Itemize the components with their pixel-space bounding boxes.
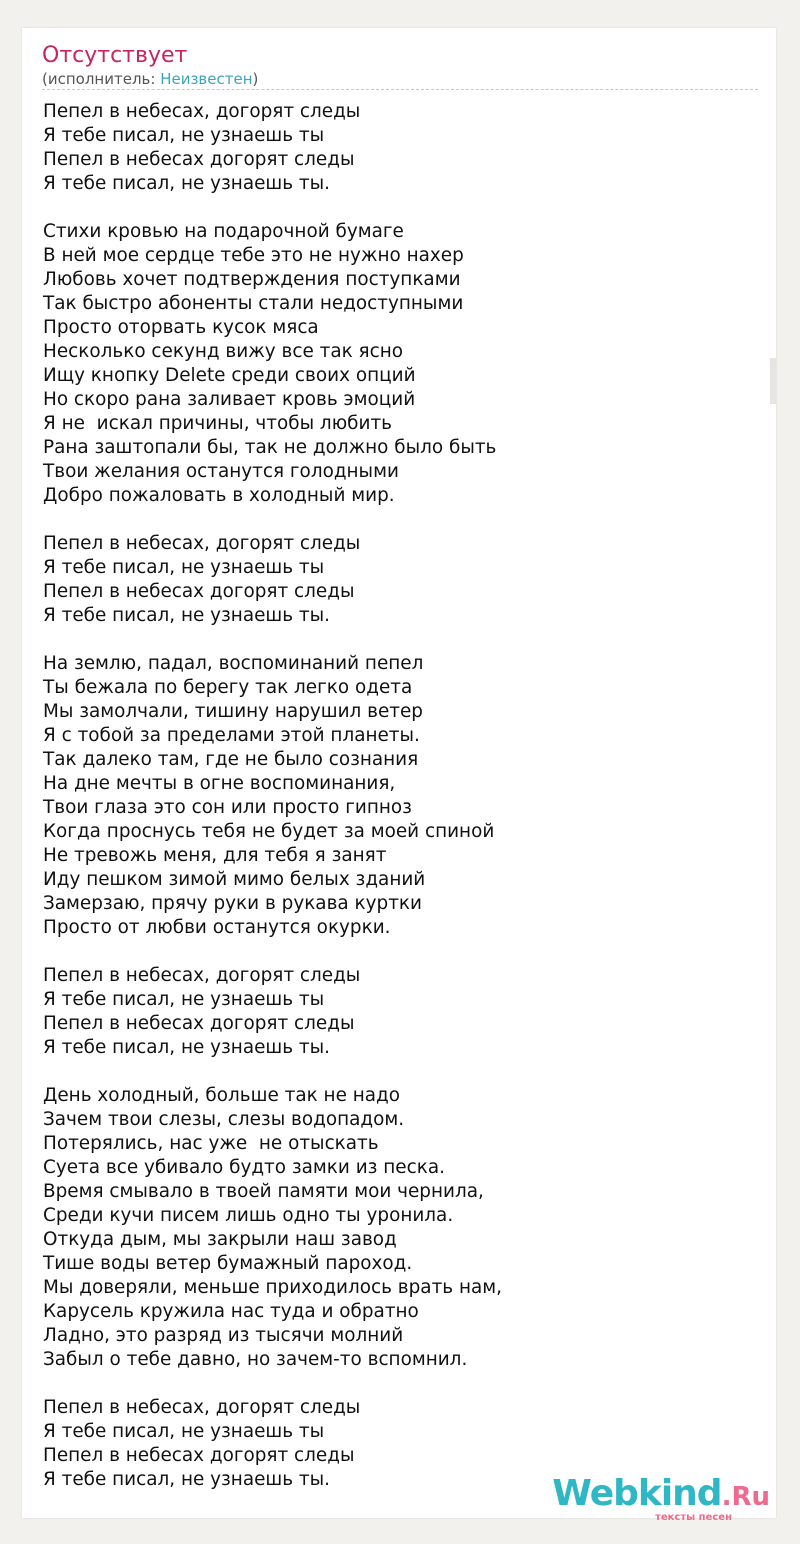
lyrics-line: Замерзаю, прячу руки в рукава куртки (43, 893, 422, 914)
lyrics-line: Карусель кружила нас туда и обратно (43, 1301, 419, 1322)
artist-prefix: (исполнитель: (42, 70, 161, 88)
lyrics-line: Пепел в небесах, догорят следы (43, 101, 361, 122)
lyrics-line: Пепел в небесах, догорят следы (43, 1397, 361, 1418)
lyrics-line: Ищу кнопку Delete среди своих опций (43, 365, 416, 386)
title-divider (42, 89, 758, 90)
logo-wordmark (552, 1473, 770, 1515)
lyrics-line: Пепел в небесах догорят следы (43, 581, 355, 602)
lyrics-line: Ладно, это разряд из тысячи молний (43, 1325, 404, 1346)
lyrics-line: Мы доверяли, меньше приходилось врать нам, (43, 1277, 502, 1298)
lyrics-blank-line (43, 508, 502, 532)
lyrics-line: Ты бежала по берегу так легко одета (43, 677, 413, 698)
lyrics-line: Добро пожаловать в холодный мир. (43, 485, 395, 506)
lyrics-line: Не тревожь меня, для тебя я занят (43, 845, 387, 866)
lyrics-line: Я с тобой за пределами этой планеты. (43, 725, 420, 746)
artist-suffix: ) (252, 70, 259, 88)
lyrics-line: Откуда дым, мы закрыли наш завод (43, 1229, 397, 1250)
lyrics-line: Рана заштопали бы, так не должно было быть (43, 437, 497, 458)
lyrics-line: Просто от любви останутся окурки. (43, 917, 391, 938)
lyrics-line: Любовь хочет подтверждения поступками (43, 269, 461, 290)
lyrics-line: Твои желания останутся голодными (43, 461, 399, 482)
lyrics-blank-line (43, 1060, 502, 1084)
lyrics-blank-line (43, 196, 502, 220)
lyrics-line: Пепел в небесах догорят следы (43, 1013, 355, 1034)
lyrics-line: На землю, падал, воспоминаний пепел (43, 653, 424, 674)
lyrics-line: Я тебе писал, не узнаешь ты. (43, 1037, 331, 1058)
lyrics-line: Я не искал причины, чтобы любить (43, 413, 393, 434)
song-title: Отсутствует (42, 43, 188, 68)
lyrics-line: Я тебе писал, не узнаешь ты (43, 557, 325, 578)
lyrics-blank-line (43, 628, 502, 652)
lyrics-line: Так быстро абоненты стали недоступными (43, 293, 464, 314)
lyrics-line: Пепел в небесах догорят следы (43, 149, 355, 170)
lyrics-line: Суета все убивало будто замки из песка. (43, 1157, 445, 1178)
lyrics-line: Стихи кровью на подарочной бумаге (43, 221, 404, 242)
lyrics-line: Потерялись, нас уже не отыскать (43, 1133, 379, 1154)
lyrics-line: Я тебе писал, не узнаешь ты (43, 1421, 325, 1442)
lyrics-line: Тише воды ветер бумажный пароход. (43, 1253, 413, 1274)
lyrics-line: Я тебе писал, не узнаешь ты. (43, 173, 331, 194)
lyrics-line: Так далеко там, где не было сознания (43, 749, 419, 770)
lyrics-line: Твои глаза это сон или просто гипноз (43, 797, 412, 818)
artist-line (42, 70, 258, 88)
lyrics-line: На дне мечты в огне воспоминания, (43, 773, 396, 794)
lyrics-line: День холодный, больше так не надо (43, 1085, 400, 1106)
lyrics-line: Иду пешком зимой мимо белых зданий (43, 869, 426, 890)
lyrics-line: В ней мое сердце тебе это не нужно нахер (43, 245, 464, 266)
lyrics-line: Забыл о тебе давно, но зачем-то вспомнил. (43, 1349, 468, 1370)
lyrics-line: Несколько секунд вижу все так ясно (43, 341, 404, 362)
logo-tagline: тексты песен (655, 1512, 732, 1523)
lyrics-blank-line (43, 940, 502, 964)
lyrics-line: Зачем твои слезы, слезы водопадом. (43, 1109, 405, 1130)
lyrics-line: Я тебе писал, не узнаешь ты (43, 125, 325, 146)
lyrics-line: Пепел в небесах, догорят следы (43, 965, 361, 986)
lyrics-line: Среди кучи писем лишь одно ты уронила. (43, 1205, 454, 1226)
lyrics-line: Я тебе писал, не узнаешь ты (43, 989, 325, 1010)
artist-link[interactable]: Неизвестен (160, 70, 253, 88)
lyrics-line: Время смывало в твоей памяти мои чернила, (43, 1181, 484, 1202)
lyrics-text (43, 100, 502, 1492)
lyrics-line: Просто оторвать кусок мяса (43, 317, 319, 338)
lyrics-line: Когда проснусь тебя не будет за моей спиной (43, 821, 495, 842)
scroll-edge-mark (770, 358, 776, 404)
lyrics-line: Пепел в небесах, догорят следы (43, 533, 361, 554)
lyrics-line: Но скоро рана заливает кровь эмоций (43, 389, 416, 410)
lyrics-line: Я тебе писал, не узнаешь ты. (43, 1469, 331, 1490)
webkind-logo[interactable] (552, 1473, 770, 1523)
lyrics-line: Пепел в небесах догорят следы (43, 1445, 355, 1466)
lyrics-blank-line (43, 1372, 502, 1396)
lyrics-line: Я тебе писал, не узнаешь ты. (43, 605, 331, 626)
logo-word: Webkind (552, 1473, 722, 1514)
lyrics-line: Мы замолчали, тишину нарушил ветер (43, 701, 423, 722)
logo-domain-suffix: .Ru (721, 1482, 770, 1512)
